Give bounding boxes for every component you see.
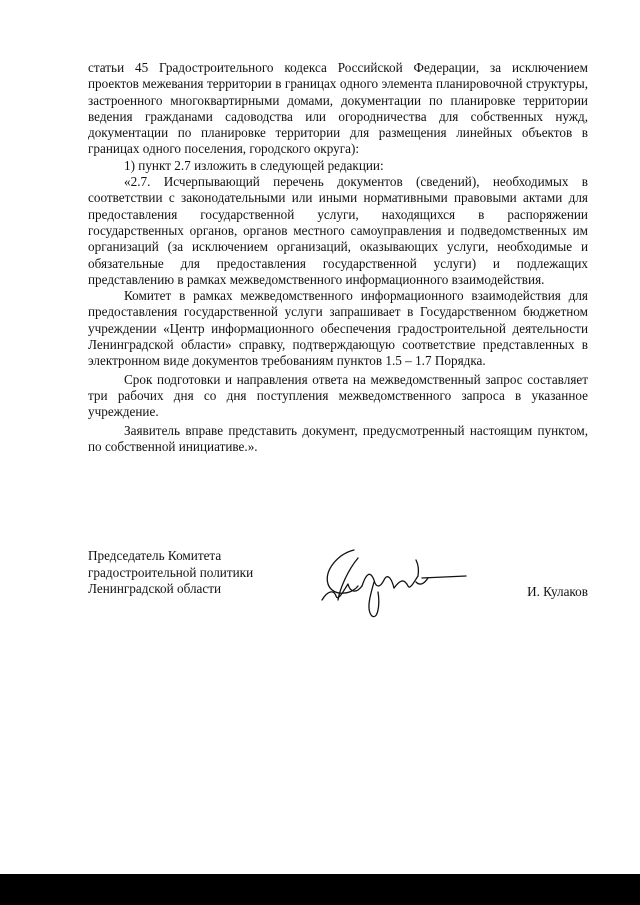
document-body [88, 60, 588, 455]
signatory-title-line-1: Председатель Комитета [88, 548, 222, 563]
paragraph-applicant-right: Заявитель вправе представить документ, предусмотренный настоящим пунктом, по собственной инициативе.». [88, 422, 588, 454]
paragraph-response-deadline: Срок подготовки и направления ответа на межведомственный запрос составляет три рабочих дня со дня поступления межведомственного запроса в указанное учреждение. [88, 371, 588, 420]
paragraph-clause-2-7: «2.7. Исчерпывающий перечень документов (сведений), необходимых в соответствии с законодательными или иными нормативными правовыми актами для предоставления государственной услуги, находящихся в распоряжении государственных органов, органов местного самоуправления и подведомственных им организаций (за исключением организаций, оказывающих услуги, необходимые и обязательные для предоставления государственной услуги) и подлежащих представлению в рамках межведомственного информационного взаимодействия. [88, 174, 588, 287]
signatory-name: И. Кулаков [527, 584, 588, 599]
paragraph-intro: статьи 45 Градостроительного кодекса Российской Федерации, за исключением проектов межевания территории в границах одного элемента планировочной структуры, застроенного многоквартирными домами, документации по планировке территории ведения гражданами садоводства или огородничества для собственных нужд, документации по планировке территории для размещения линейных объектов в границах одного поселения, городского округа): [88, 60, 588, 157]
handwritten-signature [318, 540, 468, 620]
paragraph-item-1: 1) пункт 2.7 изложить в следующей редакции: [124, 157, 384, 173]
signatory-title-line-3: Ленинградской области [88, 581, 222, 596]
signature-block [88, 548, 588, 638]
signatory-title-line-2: градостроительной политики [88, 564, 254, 580]
paragraph-committee-request: Комитет в рамках межведомственного информационного взаимодействия для предоставления государственной услуги запрашивает в Государственном бюджетном учреждении «Центр информационного обеспечения градостроительной деятельности Ленинградской области» справку, подтверждающую соответствие представленных в электронном виде документов требованиям пунктов 1.5 – 1.7 Порядка. [88, 288, 588, 369]
scan-edge-bar [0, 874, 640, 905]
signatory-title [88, 548, 308, 598]
